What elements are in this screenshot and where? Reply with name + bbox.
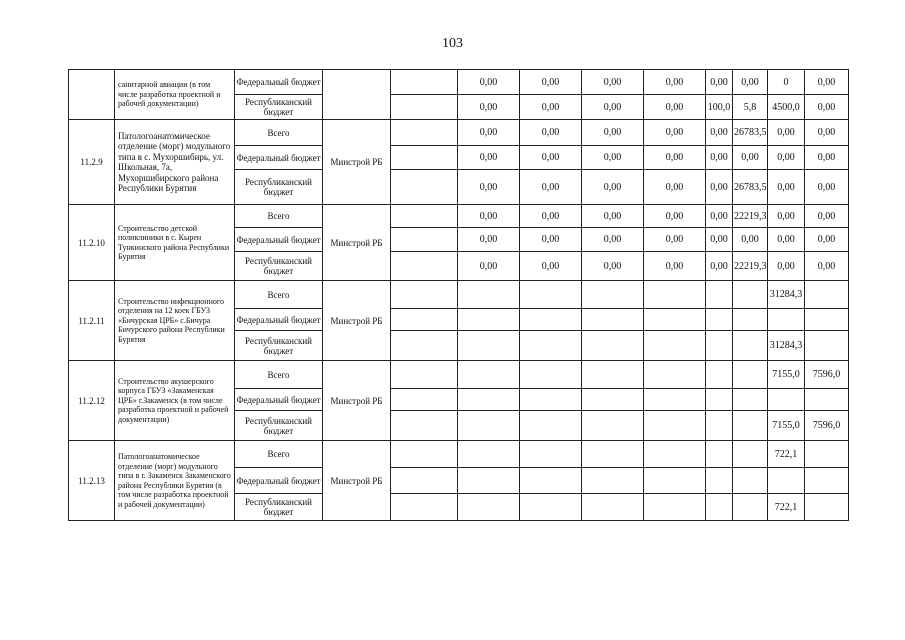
item-code: 11.2.13: [69, 441, 115, 521]
value-cell: [805, 331, 849, 361]
value-cell: [644, 411, 706, 441]
value-cell: [706, 468, 733, 494]
executor: Минстрой РБ: [323, 205, 391, 281]
value-cell: [805, 309, 849, 331]
value-cell: 0,00: [520, 70, 582, 95]
value-cell: 0,00: [706, 170, 733, 205]
value-cell: [458, 281, 520, 309]
value-cell: 0,00: [582, 252, 644, 281]
value-cell: 0,00: [582, 146, 644, 170]
table-row: [69, 281, 849, 309]
value-cell: 0,00: [805, 146, 849, 170]
executor: [323, 70, 391, 120]
value-cell: 0,00: [458, 70, 520, 95]
value-cell: [733, 361, 768, 389]
value-cell: [391, 309, 458, 331]
value-cell: [644, 468, 706, 494]
value-cell: 0,00: [582, 70, 644, 95]
value-cell: 0,00: [768, 146, 805, 170]
value-cell: 0,00: [768, 170, 805, 205]
item-name: Строительство детской поликлиники в с. Кырен Тункинского района Республики Бурятия: [115, 205, 235, 281]
value-cell: [706, 411, 733, 441]
value-cell: 7596,0: [805, 411, 849, 441]
value-cell: 0,00: [644, 228, 706, 252]
value-cell: [644, 441, 706, 468]
value-cell: [733, 441, 768, 468]
value-cell: [391, 95, 458, 120]
value-cell: [768, 468, 805, 494]
table-row: [69, 70, 849, 95]
value-cell: 0,00: [582, 95, 644, 120]
value-cell: [644, 389, 706, 411]
item-name: Патологоанатомическое отделение (морг) модульного типа в с. Мухоршибирь, ул. Школьная, 7а, Мухоршибирского района Республики Бурятия: [115, 120, 235, 205]
value-cell: [706, 309, 733, 331]
value-cell: [520, 468, 582, 494]
item-code: 11.2.9: [69, 120, 115, 205]
executor: Минстрой РБ: [323, 361, 391, 441]
funding-source: Федеральный бюджет: [235, 309, 323, 331]
value-cell: 0,00: [768, 205, 805, 228]
funding-source: Республиканский бюджет: [235, 170, 323, 205]
item-name: Строительство инфекционного отделения на 12 коек ГБУЗ «Бичурская ЦРБ» с.Бичура Бичурского района Республики Бурятия: [115, 281, 235, 361]
value-cell: [391, 70, 458, 95]
value-cell: [391, 389, 458, 411]
value-cell: 0,00: [520, 252, 582, 281]
value-cell: 0,00: [805, 228, 849, 252]
funding-source: Республиканский бюджет: [235, 331, 323, 361]
value-cell: [706, 331, 733, 361]
value-cell: 0,00: [706, 205, 733, 228]
value-cell: [582, 468, 644, 494]
value-cell: 0,00: [768, 120, 805, 146]
funding-source: Федеральный бюджет: [235, 468, 323, 494]
value-cell: 0,00: [805, 170, 849, 205]
value-cell: [768, 309, 805, 331]
value-cell: 26783,5: [733, 120, 768, 146]
value-cell: [458, 494, 520, 521]
value-cell: 0,00: [706, 146, 733, 170]
value-cell: 0,00: [644, 120, 706, 146]
value-cell: 0,00: [733, 70, 768, 95]
value-cell: 0,00: [733, 146, 768, 170]
value-cell: 0,00: [582, 228, 644, 252]
value-cell: [582, 309, 644, 331]
value-cell: [520, 309, 582, 331]
funding-source: Республиканский бюджет: [235, 252, 323, 281]
value-cell: 0,00: [644, 70, 706, 95]
funding-source: Республиканский бюджет: [235, 411, 323, 441]
value-cell: [520, 361, 582, 389]
value-cell: [458, 468, 520, 494]
value-cell: [391, 120, 458, 146]
value-cell: [391, 494, 458, 521]
funding-source: Федеральный бюджет: [235, 389, 323, 411]
value-cell: [644, 309, 706, 331]
value-cell: [391, 228, 458, 252]
value-cell: 0,00: [458, 228, 520, 252]
budget-table: [68, 69, 849, 521]
value-cell: 5,8: [733, 95, 768, 120]
funding-source: Всего: [235, 441, 323, 468]
value-cell: [391, 170, 458, 205]
funding-source: Федеральный бюджет: [235, 146, 323, 170]
value-cell: [520, 281, 582, 309]
value-cell: [582, 361, 644, 389]
value-cell: 0,00: [458, 252, 520, 281]
value-cell: [391, 146, 458, 170]
value-cell: [805, 494, 849, 521]
value-cell: [391, 331, 458, 361]
value-cell: 0,00: [520, 170, 582, 205]
table-row: [69, 120, 849, 146]
value-cell: [805, 389, 849, 411]
funding-source: Всего: [235, 361, 323, 389]
value-cell: 100,0: [706, 95, 733, 120]
value-cell: 7155,0: [768, 361, 805, 389]
value-cell: 22219,3: [733, 252, 768, 281]
value-cell: 26783,5: [733, 170, 768, 205]
value-cell: [582, 331, 644, 361]
value-cell: [582, 389, 644, 411]
value-cell: 0,00: [706, 252, 733, 281]
value-cell: 0,00: [582, 205, 644, 228]
value-cell: [805, 441, 849, 468]
value-cell: [644, 494, 706, 521]
table-row: [69, 361, 849, 389]
value-cell: 0,00: [706, 70, 733, 95]
value-cell: 0,00: [520, 120, 582, 146]
value-cell: [458, 331, 520, 361]
value-cell: [458, 309, 520, 331]
table-row: [69, 205, 849, 228]
value-cell: [391, 361, 458, 389]
value-cell: 0,00: [582, 120, 644, 146]
value-cell: 0,00: [644, 252, 706, 281]
value-cell: [391, 441, 458, 468]
value-cell: [805, 281, 849, 309]
value-cell: [391, 411, 458, 441]
value-cell: 22219,3: [733, 205, 768, 228]
item-code: 11.2.12: [69, 361, 115, 441]
item-code: [69, 70, 115, 120]
value-cell: 0,00: [805, 205, 849, 228]
value-cell: [520, 389, 582, 411]
value-cell: [768, 389, 805, 411]
value-cell: 31284,3: [768, 281, 805, 309]
item-code: 11.2.11: [69, 281, 115, 361]
value-cell: 0,00: [733, 228, 768, 252]
value-cell: [706, 494, 733, 521]
value-cell: 722,1: [768, 494, 805, 521]
value-cell: [582, 281, 644, 309]
value-cell: [733, 331, 768, 361]
funding-source: Всего: [235, 281, 323, 309]
item-name: санитарной авиации (в том числе разработка проектной и рабочей документации): [115, 70, 235, 120]
value-cell: [644, 281, 706, 309]
value-cell: 0: [768, 70, 805, 95]
value-cell: 0,00: [805, 70, 849, 95]
value-cell: 0,00: [644, 205, 706, 228]
value-cell: 0,00: [458, 146, 520, 170]
value-cell: 0,00: [458, 95, 520, 120]
value-cell: [458, 389, 520, 411]
value-cell: 7155,0: [768, 411, 805, 441]
item-code: 11.2.10: [69, 205, 115, 281]
value-cell: [706, 361, 733, 389]
value-cell: [582, 494, 644, 521]
value-cell: 0,00: [768, 252, 805, 281]
value-cell: [644, 361, 706, 389]
value-cell: [582, 441, 644, 468]
value-cell: 0,00: [805, 120, 849, 146]
funding-source: Всего: [235, 120, 323, 146]
funding-source: Республиканский бюджет: [235, 494, 323, 521]
value-cell: 0,00: [520, 205, 582, 228]
value-cell: [706, 281, 733, 309]
value-cell: 0,00: [644, 95, 706, 120]
value-cell: [391, 468, 458, 494]
value-cell: 0,00: [706, 120, 733, 146]
funding-source: Федеральный бюджет: [235, 70, 323, 95]
value-cell: [733, 389, 768, 411]
value-cell: [520, 441, 582, 468]
value-cell: 0,00: [706, 228, 733, 252]
item-name: Патологоанатомическое отделение (морг) модульного типа в г. Закаменск Закаменского района Республики Бурятия (в том числе разработка проектной и рабочей документации): [115, 441, 235, 521]
value-cell: 0,00: [520, 146, 582, 170]
value-cell: [458, 361, 520, 389]
table-row: [69, 441, 849, 468]
executor: Минстрой РБ: [323, 281, 391, 361]
value-cell: 0,00: [768, 228, 805, 252]
value-cell: [520, 494, 582, 521]
value-cell: 0,00: [520, 95, 582, 120]
funding-source: Республиканский бюджет: [235, 95, 323, 120]
value-cell: [520, 331, 582, 361]
value-cell: [458, 441, 520, 468]
value-cell: [458, 411, 520, 441]
value-cell: [391, 281, 458, 309]
value-cell: [644, 331, 706, 361]
value-cell: [582, 411, 644, 441]
value-cell: 0,00: [520, 228, 582, 252]
item-name: Строительство акушерского корпуса ГБУЗ «Закаменская ЦРБ» г.Закаменск (в том числе разработка проектной и рабочей документации): [115, 361, 235, 441]
value-cell: [805, 468, 849, 494]
value-cell: 4500,0: [768, 95, 805, 120]
value-cell: 0,00: [458, 120, 520, 146]
value-cell: [733, 494, 768, 521]
executor: Минстрой РБ: [323, 120, 391, 205]
value-cell: [706, 441, 733, 468]
value-cell: 0,00: [644, 170, 706, 205]
value-cell: 7596,0: [805, 361, 849, 389]
value-cell: [733, 411, 768, 441]
value-cell: 31284,3: [768, 331, 805, 361]
funding-source: Всего: [235, 205, 323, 228]
value-cell: 0,00: [458, 205, 520, 228]
value-cell: [391, 205, 458, 228]
executor: Минстрой РБ: [323, 441, 391, 521]
value-cell: 0,00: [805, 252, 849, 281]
value-cell: [520, 411, 582, 441]
value-cell: [706, 389, 733, 411]
page-number: 103: [442, 36, 463, 51]
value-cell: [733, 468, 768, 494]
value-cell: [391, 252, 458, 281]
value-cell: 0,00: [644, 146, 706, 170]
value-cell: 0,00: [805, 95, 849, 120]
value-cell: 0,00: [582, 170, 644, 205]
value-cell: [733, 281, 768, 309]
value-cell: 722,1: [768, 441, 805, 468]
funding-source: Федеральный бюджет: [235, 228, 323, 252]
value-cell: 0,00: [458, 170, 520, 205]
value-cell: [733, 309, 768, 331]
